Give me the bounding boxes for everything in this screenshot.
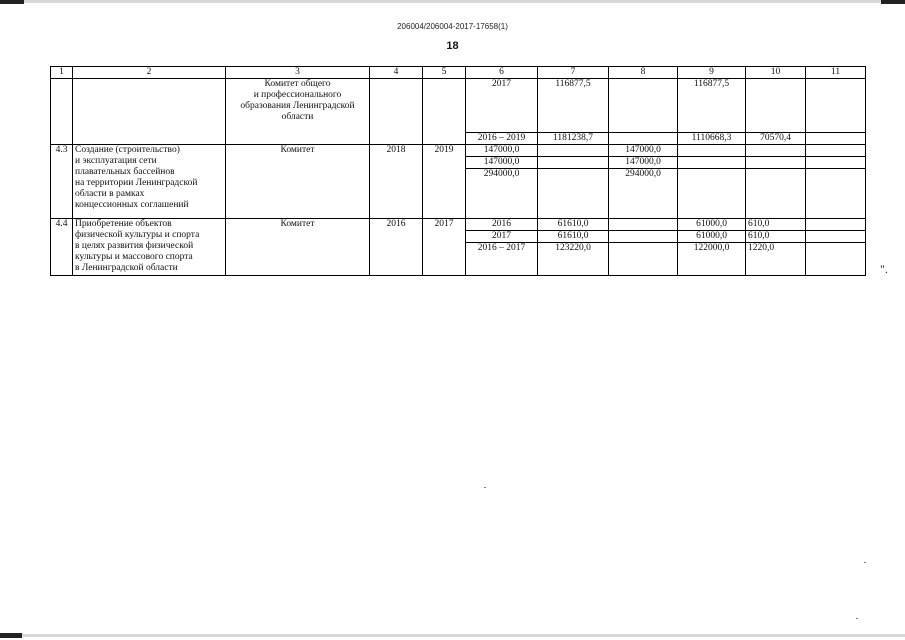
header-cell: 2	[73, 67, 226, 79]
header-cell: 3	[226, 67, 370, 79]
total-cell: 1181238,7	[538, 133, 609, 145]
col6-cell: 147000,0	[466, 145, 538, 157]
executor-cell: Комитет	[226, 145, 370, 219]
col9-cell: 122000,0	[678, 243, 746, 276]
col11-cell	[806, 133, 866, 145]
row-number-cell: 4.3	[51, 145, 73, 219]
header-cell: 4	[370, 67, 423, 79]
row-number-cell	[51, 79, 73, 145]
header-cell: 9	[678, 67, 746, 79]
measure-name-cell	[73, 79, 226, 145]
col8-cell	[609, 219, 678, 231]
row-number-cell: 4.4	[51, 219, 73, 276]
period-cell: 2016 – 2019	[466, 133, 538, 145]
start-year-cell	[370, 79, 423, 145]
header-cell: 10	[746, 67, 806, 79]
col10-cell	[746, 169, 806, 219]
col8-cell: 294000,0	[609, 169, 678, 219]
closing-quote-mark: ".	[880, 262, 888, 276]
total-cell	[538, 169, 609, 219]
col8-cell	[609, 133, 678, 145]
header-cell: 11	[806, 67, 866, 79]
document-id: 206004/206004-2017-17658(1)	[397, 22, 508, 31]
col11-cell	[806, 219, 866, 231]
col9-cell: 61000,0	[678, 231, 746, 243]
table-row	[51, 79, 866, 133]
scan-corner-top-left	[0, 0, 24, 4]
header-cell: 5	[423, 67, 466, 79]
total-cell: 123220,0	[538, 243, 609, 276]
period-cell: 2016 – 2017	[466, 243, 538, 276]
measure-name-cell: Создание (строительство) и эксплуатация сети плавательных бассейнов на территории Ленинградской области в рамках концессионных соглашений	[73, 145, 226, 219]
col9-cell	[678, 169, 746, 219]
start-year-cell: 2016	[370, 219, 423, 276]
col10-cell	[746, 79, 806, 133]
col11-cell	[806, 79, 866, 133]
total-cell: 61610,0	[538, 231, 609, 243]
table-row	[51, 219, 866, 231]
col11-cell	[806, 145, 866, 157]
col11-cell	[806, 169, 866, 219]
col9-cell: 116877,5	[678, 79, 746, 133]
table-row	[51, 145, 866, 157]
header-cell: 6	[466, 67, 538, 79]
col9-cell: 61000,0	[678, 219, 746, 231]
executor-cell: Комитет общего и профессионального образования Ленинградской области	[226, 79, 370, 145]
col9-cell	[678, 157, 746, 169]
total-cell	[538, 145, 609, 157]
page-bottom-edge	[0, 634, 905, 637]
col10-cell: 610,0	[746, 231, 806, 243]
program-table	[50, 66, 866, 276]
col8-cell	[609, 231, 678, 243]
scan-speck	[864, 562, 866, 563]
header-row	[51, 67, 866, 79]
col6-cell: 147000,0	[466, 157, 538, 169]
header-cell: 1	[51, 67, 73, 79]
scan-corner-bottom-left	[0, 633, 22, 638]
total-cell: 116877,5	[538, 79, 609, 133]
col10-cell: 1220,0	[746, 243, 806, 276]
year-cell: 2016	[466, 219, 538, 231]
col11-cell	[806, 157, 866, 169]
col10-cell	[746, 157, 806, 169]
header-cell: 8	[609, 67, 678, 79]
year-cell: 2017	[466, 79, 538, 133]
col11-cell	[806, 231, 866, 243]
col11-cell	[806, 243, 866, 276]
col10-cell	[746, 145, 806, 157]
col9-cell: 1110668,3	[678, 133, 746, 145]
col10-cell: 610,0	[746, 219, 806, 231]
header-cell: 7	[538, 67, 609, 79]
col8-cell	[609, 79, 678, 133]
year-cell: 2017	[466, 231, 538, 243]
end-year-cell: 2019	[423, 145, 466, 219]
scan-speck	[484, 487, 486, 488]
scan-corner-top-right	[881, 0, 905, 4]
col9-cell	[678, 145, 746, 157]
executor-cell: Комитет	[226, 219, 370, 276]
col8-cell: 147000,0	[609, 145, 678, 157]
col8-cell	[609, 243, 678, 276]
measure-name-cell: Приобретение объектов физической культуры и спорта в целях развития физической культуры и массового спорта в Ленинградской области	[73, 219, 226, 276]
end-year-cell: 2017	[423, 219, 466, 276]
page-number: 18	[446, 40, 459, 52]
total-cell	[538, 157, 609, 169]
col8-cell: 147000,0	[609, 157, 678, 169]
col10-cell: 70570,4	[746, 133, 806, 145]
col6-cell: 294000,0	[466, 169, 538, 219]
page-top-edge	[0, 0, 905, 3]
scan-speck	[856, 618, 858, 619]
total-cell: 61610,0	[538, 219, 609, 231]
end-year-cell	[423, 79, 466, 145]
start-year-cell: 2018	[370, 145, 423, 219]
